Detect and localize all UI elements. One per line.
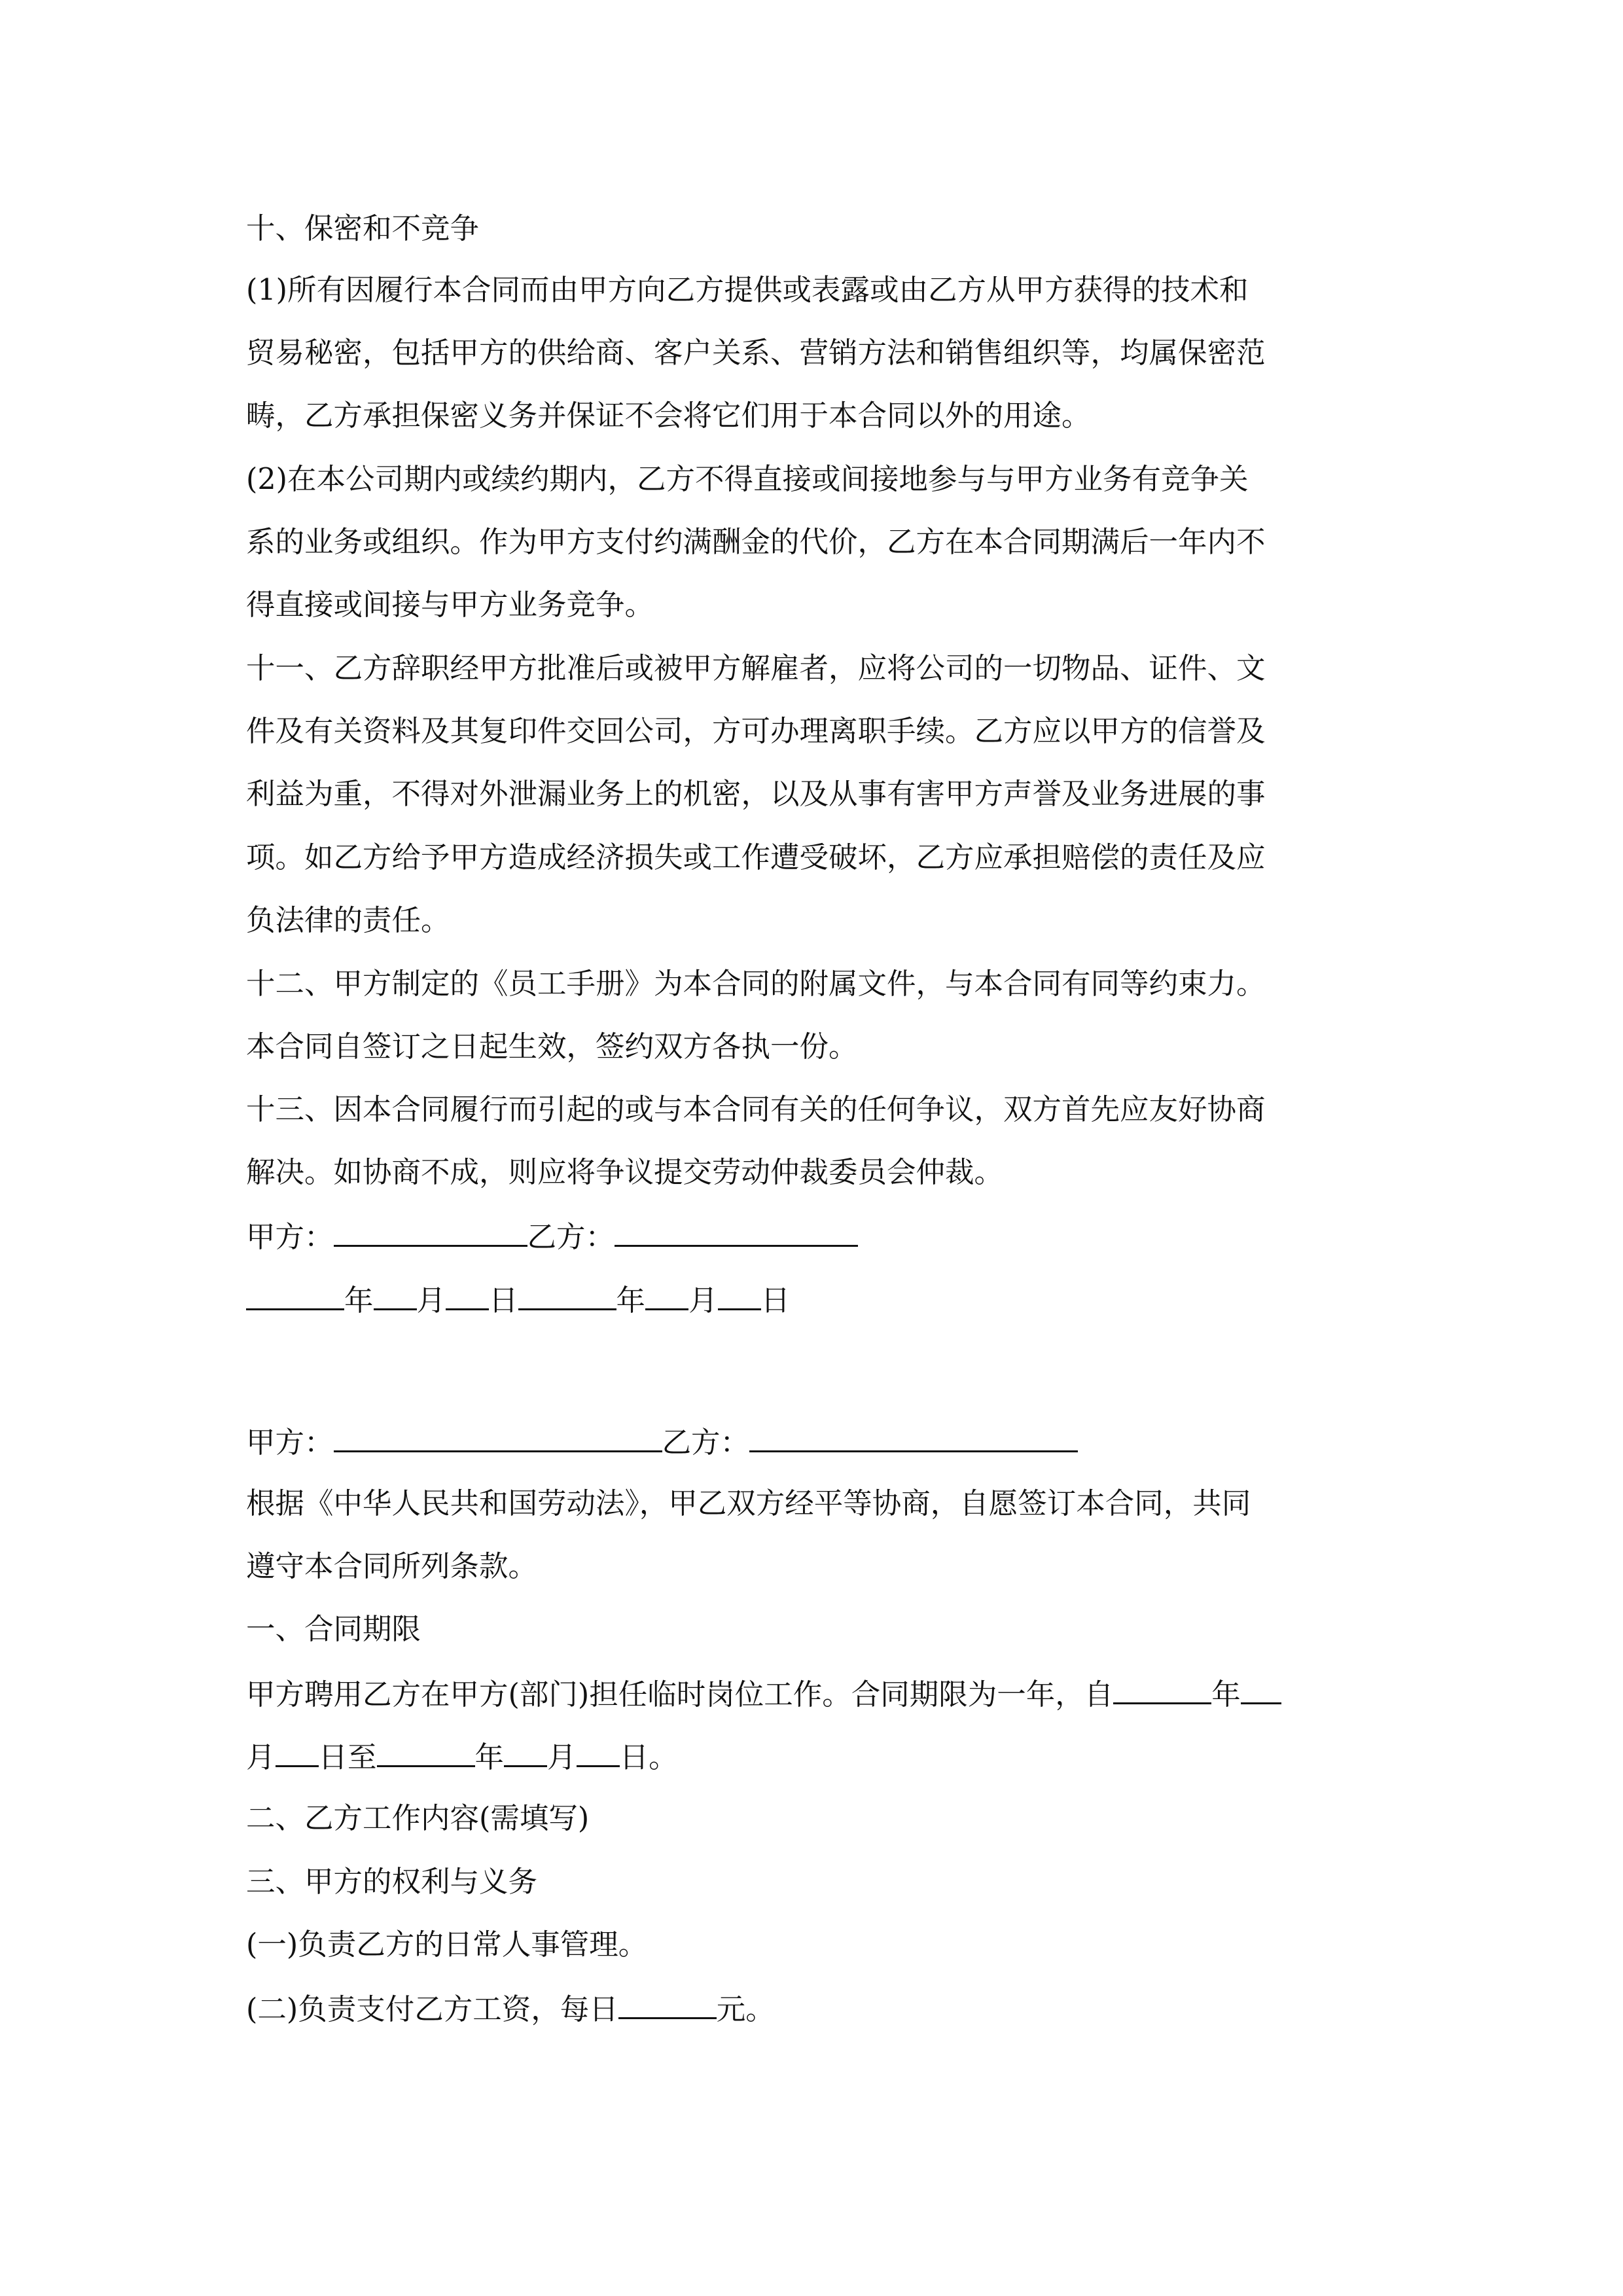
- party-a-year-blank[interactable]: [246, 1280, 344, 1310]
- contract2-party-b-blank[interactable]: [749, 1422, 1078, 1452]
- signature-row-1: [246, 1216, 858, 1257]
- section-13-line1: 十三、因本合同履行而引起的或与本合同有关的任何争议，双方首先应友好协商: [246, 1093, 1266, 1126]
- section-12-line2: 本合同自签订之日起生效，签约双方各执一份。: [246, 1030, 858, 1064]
- contract2-section-3-heading: 三、甲方的权利与义务: [246, 1865, 538, 1899]
- contract2-item-2: [246, 1988, 775, 2030]
- item-2-unit: 元。: [716, 1993, 775, 2026]
- contract2-term-line1: [246, 1674, 1281, 1715]
- month-label: 月: [547, 1741, 577, 1774]
- contract2-item-1: (一)负责乙方的日常人事管理。: [246, 1928, 648, 1962]
- year-label: 年: [474, 1741, 505, 1774]
- year-label: 年: [1211, 1678, 1241, 1712]
- section-11-line1: 十一、乙方辞职经甲方批准后或被甲方解雇者，应将公司的一切物品、证件、文: [246, 652, 1266, 685]
- section-11-line4: 项。如乙方给予甲方造成经济损失或工作遭受破坏，乙方应承担赔偿的责任及应: [246, 841, 1266, 874]
- party-a-label: 甲方：: [246, 1221, 334, 1254]
- section-13-line2: 解决。如协商不成，则应将争议提交劳动仲裁委员会仲裁。: [246, 1156, 1004, 1189]
- year-label: 年: [616, 1284, 646, 1318]
- item-2-text: (二)负责支付乙方工资，每日: [246, 1993, 618, 2026]
- signature-date-row: [246, 1280, 790, 1321]
- party-a-signature-blank[interactable]: [334, 1216, 527, 1247]
- day-label: 日: [760, 1284, 791, 1318]
- contract2-party-a-label: 甲方：: [246, 1426, 334, 1460]
- section-10-heading: 十、保密和不竞争: [246, 212, 480, 245]
- contract2-intro-line2: 遵守本合同所列条款。: [246, 1550, 538, 1583]
- party-b-year-blank[interactable]: [518, 1280, 616, 1310]
- contract2-party-row: [246, 1422, 1078, 1463]
- month-label: 月: [246, 1741, 276, 1774]
- section-11-line3: 利益为重，不得对外泄漏业务上的机密，以及从事有害甲方声誉及业务进展的事: [246, 778, 1266, 811]
- party-b-month-blank[interactable]: [645, 1280, 688, 1310]
- party-b-signature-blank[interactable]: [615, 1216, 858, 1247]
- party-a-month-blank[interactable]: [374, 1280, 417, 1310]
- contract2-term-line2: [246, 1736, 678, 1778]
- section-10-p1-line2: 贸易秘密，包括甲方的供给商、客户关系、营销方法和销售组织等，均属保密范: [246, 336, 1266, 370]
- section-10-p2-line2: 系的业务或组织。作为甲方支付约满酬金的代价，乙方在本合同期满后一年内不: [246, 526, 1266, 559]
- term-end-label: 日。: [619, 1741, 678, 1774]
- section-10-p2-line1: (2)在本公司期内或续约期内，乙方不得直接或间接地参与与甲方业务有竞争关: [246, 463, 1249, 496]
- day-label: 日: [489, 1284, 518, 1318]
- contract2-section-2-heading: 二、乙方工作内容(需填写): [246, 1802, 590, 1835]
- party-a-day-blank[interactable]: [446, 1280, 489, 1310]
- contract2-term-text: 甲方聘用乙方在甲方(部门)担任临时岗位工作。合同期限为一年，自: [246, 1678, 1114, 1712]
- term-end-year-blank[interactable]: [377, 1736, 475, 1767]
- term-to-label: 日至: [318, 1741, 377, 1774]
- month-label: 月: [416, 1284, 446, 1318]
- section-11-line2: 件及有关资料及其复印件交回公司，方可办理离职手续。乙方应以甲方的信誉及: [246, 715, 1266, 748]
- term-start-day-blank[interactable]: [276, 1736, 319, 1767]
- term-end-day-blank[interactable]: [577, 1736, 620, 1767]
- section-10-p1-line1: (1)所有因履行本合同而由甲方向乙方提供或表露或由乙方从甲方获得的技术和: [246, 274, 1249, 307]
- section-10-p2-line3: 得直接或间接与甲方业务竞争。: [246, 588, 654, 622]
- month-label: 月: [688, 1284, 718, 1318]
- term-start-month-blank[interactable]: [1241, 1674, 1281, 1704]
- section-11-line5: 负法律的责任。: [246, 904, 450, 937]
- term-end-month-blank[interactable]: [504, 1736, 547, 1767]
- term-start-year-blank[interactable]: [1113, 1674, 1211, 1704]
- year-label: 年: [344, 1284, 374, 1318]
- section-12-line1: 十二、甲方制定的《员工手册》为本合同的附属文件，与本合同有同等约束力。: [246, 967, 1266, 1001]
- contract2-party-b-label: 乙方：: [662, 1426, 750, 1460]
- contract2-section-1-heading: 一、合同期限: [246, 1613, 421, 1646]
- section-10-p1-line3: 畴，乙方承担保密义务并保证不会将它们用于本合同以外的用途。: [246, 399, 1091, 433]
- daily-wage-blank[interactable]: [618, 1988, 717, 2019]
- contract2-intro-line1: 根据《中华人民共和国劳动法》，甲乙双方经平等协商，自愿签订本合同，共同: [246, 1487, 1251, 1520]
- party-b-day-blank[interactable]: [718, 1280, 761, 1310]
- contract2-party-a-blank[interactable]: [334, 1422, 662, 1452]
- party-b-label: 乙方：: [527, 1221, 615, 1254]
